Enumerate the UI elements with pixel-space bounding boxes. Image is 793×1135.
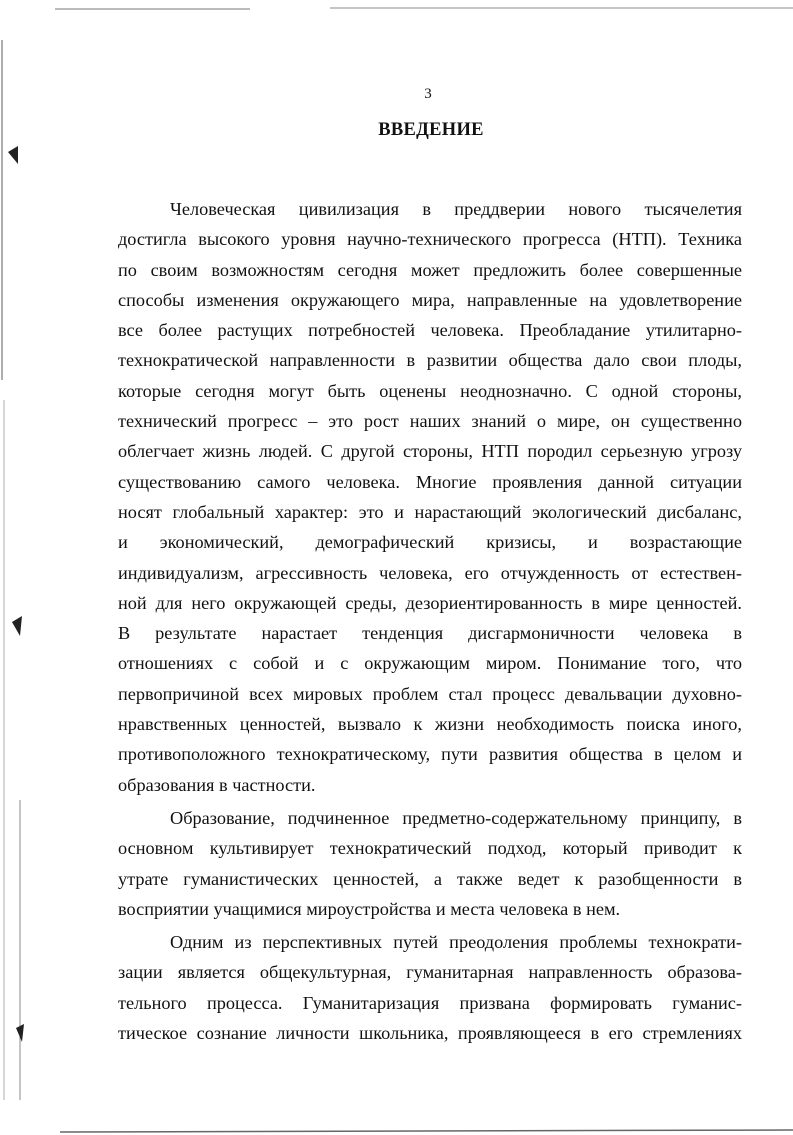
scan-edge-top: [0, 7, 793, 17]
text-line: технический прогресс – это рост наших знаний о мире, он существенно: [118, 411, 742, 432]
text-line: основном культивирует технократический подход, который приводит к: [118, 838, 742, 859]
page-title: ВВЕДЕНИЕ: [378, 120, 484, 140]
page-number: 3: [424, 86, 432, 102]
text-line: образования в частности.: [118, 774, 316, 795]
text-line: ной для него окружающей среды, дезориентированность в мире ценностей.: [118, 592, 742, 613]
text-line: противоположного технократическому, пути развития общества в целом и: [118, 744, 742, 765]
text-line: тическое сознание личности школьника, проявляющееся в его стремлениях: [118, 1023, 742, 1044]
text-line: достигла высокого уровня научно-технического прогресса (НТП). Техника: [118, 229, 742, 250]
paragraph-1: [118, 194, 742, 800]
text-line: утрате гуманистических ценностей, а также ведет к разобщенности в: [118, 868, 742, 889]
text-line: отношениях с собой и с окружающим миром. Понимание того, что: [118, 653, 742, 674]
text-line: Одним из перспективных путей преодоления проблемы технократи-: [170, 932, 742, 953]
body-text: [118, 194, 742, 1048]
text-line: и экономический, демографический кризисы, и возрастающие: [118, 532, 742, 553]
text-line: нравственных ценностей, вызвало к жизни необходимость поиска иного,: [118, 714, 742, 735]
text-line: технократической направленности в развитии общества дало свои плоды,: [118, 350, 742, 371]
text-line: которые сегодня могут быть оценены неоднозначно. С одной стороны,: [118, 380, 742, 401]
text-line: способы изменения окружающего мира, направленные на удовлетворение: [118, 289, 742, 310]
paragraph-2: [118, 803, 742, 924]
text-line: индивидуализм, агрессивность человека, его отчужденность от естествен-: [118, 562, 742, 583]
text-line: облегчает жизнь людей. С другой стороны, НТП породил серьезную угрозу: [118, 441, 742, 462]
scan-edge-left: [0, 0, 40, 1135]
text-line: по своим возможностям сегодня может предложить более совершенные: [118, 259, 742, 280]
text-line: Образование, подчиненное предметно-содержательному принципу, в: [170, 807, 742, 828]
text-line: тельного процесса. Гуманитаризация призвана формировать гуманис-: [118, 992, 742, 1013]
text-line: В результате нарастает тенденция дисгармоничности человека в: [118, 623, 742, 644]
text-line: все более растущих потребностей человека. Преобладание утилитарно-: [118, 320, 742, 341]
text-line: зации является общекультурная, гуманитарная направленность образова-: [118, 962, 742, 983]
text-line: восприятии учащимися мироустройства и места человека в нем.: [118, 898, 621, 919]
paragraph-3: [118, 927, 742, 1048]
text-line: существованию самого человека. Многие проявления данной ситуации: [118, 471, 742, 492]
scan-edge-bottom: [0, 1120, 793, 1134]
text-line: Человеческая цивилизация в преддверии нового тысячелетия: [170, 199, 742, 219]
text-line: первопричиной всех мировых проблем стал процесс девальвации духовно-: [118, 683, 742, 704]
text-line: носят глобальный характер: это и нарастающий экологический дисбаланс,: [118, 501, 742, 522]
